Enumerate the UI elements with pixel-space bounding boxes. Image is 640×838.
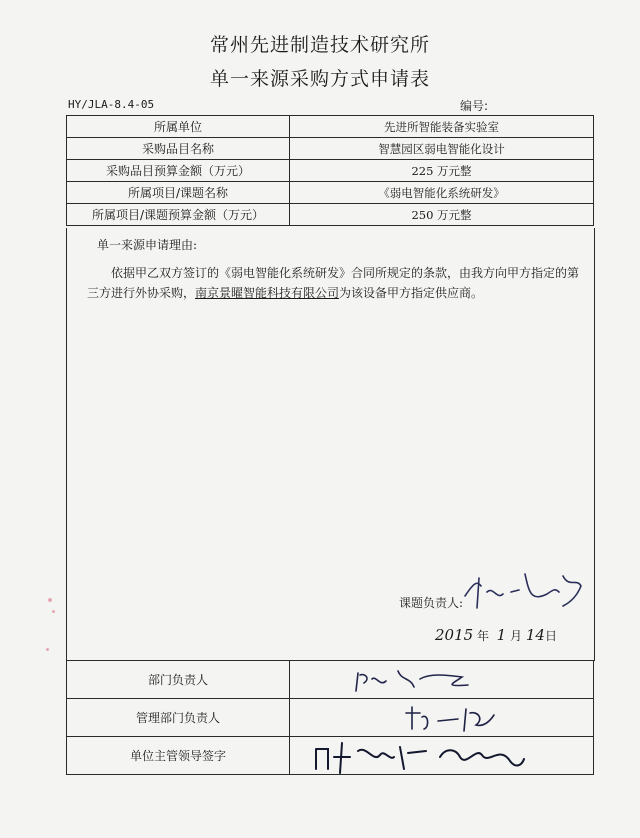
info-table [66, 115, 594, 226]
info-row [67, 182, 594, 204]
info-label: 所属项目/课题名称 [67, 182, 290, 204]
project-leader-signature [459, 566, 589, 616]
date-year: 2015 [435, 626, 474, 644]
sign-row [67, 699, 594, 737]
serial-label: 编号: [460, 99, 489, 113]
unit-leader-signature [310, 737, 530, 777]
info-label: 所属项目/课题预算金额（万元） [67, 204, 290, 226]
sign-cell [290, 661, 594, 699]
reason-text-before: 依据甲乙双方签订的《弱电智能化系统研发》合同所规定的条款，由我方向甲方指定的第三方进行外协采购， [87, 266, 580, 300]
info-value: 225 万元整 [290, 160, 594, 182]
info-label: 采购品目名称 [67, 138, 290, 160]
department-head-signature [350, 665, 480, 697]
info-row [67, 138, 594, 160]
sign-label: 单位主管领导签字 [67, 737, 290, 775]
ink-smudge [48, 598, 52, 602]
sign-row [67, 737, 594, 775]
info-value: 《弱电智能化系统研发》 [290, 182, 594, 204]
project-leader-label: 课题负责人: [399, 596, 464, 610]
reason-label: 单一来源申请理由: [97, 238, 198, 252]
info-value: 先进所智能装备实验室 [290, 116, 594, 138]
sign-label: 部门负责人 [67, 661, 290, 699]
date-year-unit: 年 [477, 629, 490, 643]
ink-smudge [46, 648, 49, 651]
signature-table [66, 660, 594, 775]
info-value: 智慧园区弱电智能化设计 [290, 138, 594, 160]
date-day: 14 [525, 626, 545, 644]
sign-cell [290, 737, 594, 775]
date-day-unit: 日 [544, 629, 557, 643]
doc-code: HY/JLA-8.4-05 [68, 98, 155, 111]
reason-text-after: 为该设备甲方指定供应商。 [339, 286, 484, 300]
date-month: 1 [496, 626, 507, 644]
reason-text [87, 263, 587, 303]
sign-label: 管理部门负责人 [67, 699, 290, 737]
info-label: 所属单位 [67, 116, 290, 138]
org-name: 常州先进制造技术研究所 [209, 34, 430, 56]
management-head-signature [400, 703, 500, 735]
sign-cell [290, 699, 594, 737]
info-value: 250 万元整 [290, 204, 594, 226]
form-title: 单一来源采购方式申请表 [209, 68, 430, 90]
info-row [67, 204, 594, 226]
sign-row [67, 661, 594, 699]
sign-date [435, 626, 557, 644]
ink-smudge [52, 610, 55, 613]
date-month-unit: 月 [510, 629, 523, 643]
info-row [67, 116, 594, 138]
reason-section [66, 228, 595, 661]
supplier-name: 南京景曜智能科技有限公司 [195, 286, 340, 300]
info-row [67, 160, 594, 182]
info-label: 采购品目预算金额（万元） [67, 160, 290, 182]
